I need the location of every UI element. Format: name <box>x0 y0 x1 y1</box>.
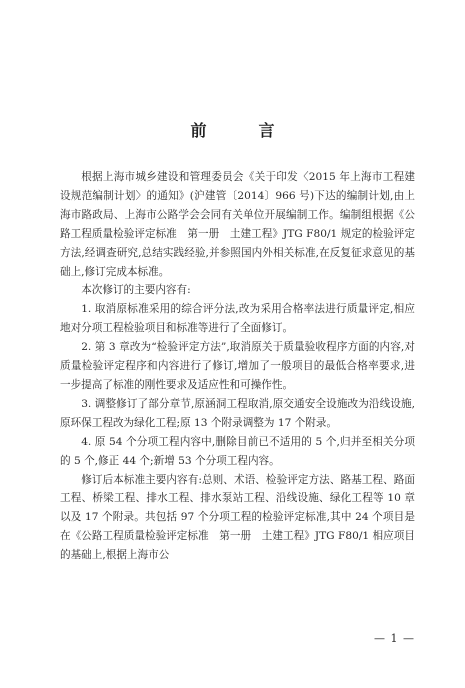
paragraph-revision-heading: 本次修订的主要内容有: <box>81 284 191 297</box>
paragraph-summary: 修订后本标准主要内容有:总则、术语、检验评定方法、路基工程、路面工程、桥梁工程、排水工程、排水泵站工程、沿线设施、绿化工程等 10 章以及 17 个附录。共包括 97 个分项工程的检验评定标准,其中 24 个项目是在《公路工程质量检验评定标准 第一册 土建工程》JTG F80/1 相应项目的基础上,根据上海市公 <box>60 473 415 562</box>
page-title: 前 言 <box>190 121 293 140</box>
paragraph-intro: 根据上海市城乡建设和管理委员会《关于印发〈2015 年上海市工程建设规范编制计划〉的通知》(沪建管〔2014〕966 号)下达的编制计划,由上海市路政局、上海市公路学会会同有关单位开展编制工作。编制组根据《公路工程质量检验评定标准 第一册 土建工程》JTG F80/1 规定的检验评定方法,经调查研究,总结实践经验,并参照国内外相关标准,在反复征求意见的基础上,修订完成本标准。 <box>60 171 415 278</box>
paragraph-item-3: 3. 调整修订了部分章节,原涵洞工程取消,原交通安全设施改为沿线设施,原环保工程改为绿化工程;原 13 个附录调整为 17 个附录。 <box>60 397 415 429</box>
preface-body <box>60 168 415 565</box>
paragraph-item-1: 1. 取消原标准采用的综合评分法,改为采用合格率法进行质量评定,相应地对分项工程检验项目和标准等进行了全面修订。 <box>60 303 415 335</box>
paragraph-item-4: 4. 原 54 个分项工程内容中,删除目前已不适用的 5 个,归并至相关分项的 5 个,修正 44 个;新增 53 个分项工程内容。 <box>60 435 415 467</box>
page-number: — 1 — <box>374 632 415 645</box>
paragraph-item-2: 2. 第 3 章改为“检验评定方法”,取消原关于质量验收程序方面的内容,对质量检验评定程序和内容进行了修订,增加了一般项目的最低合格率要求,进一步提高了标准的刚性要求及适应性和可操作性。 <box>60 341 415 391</box>
